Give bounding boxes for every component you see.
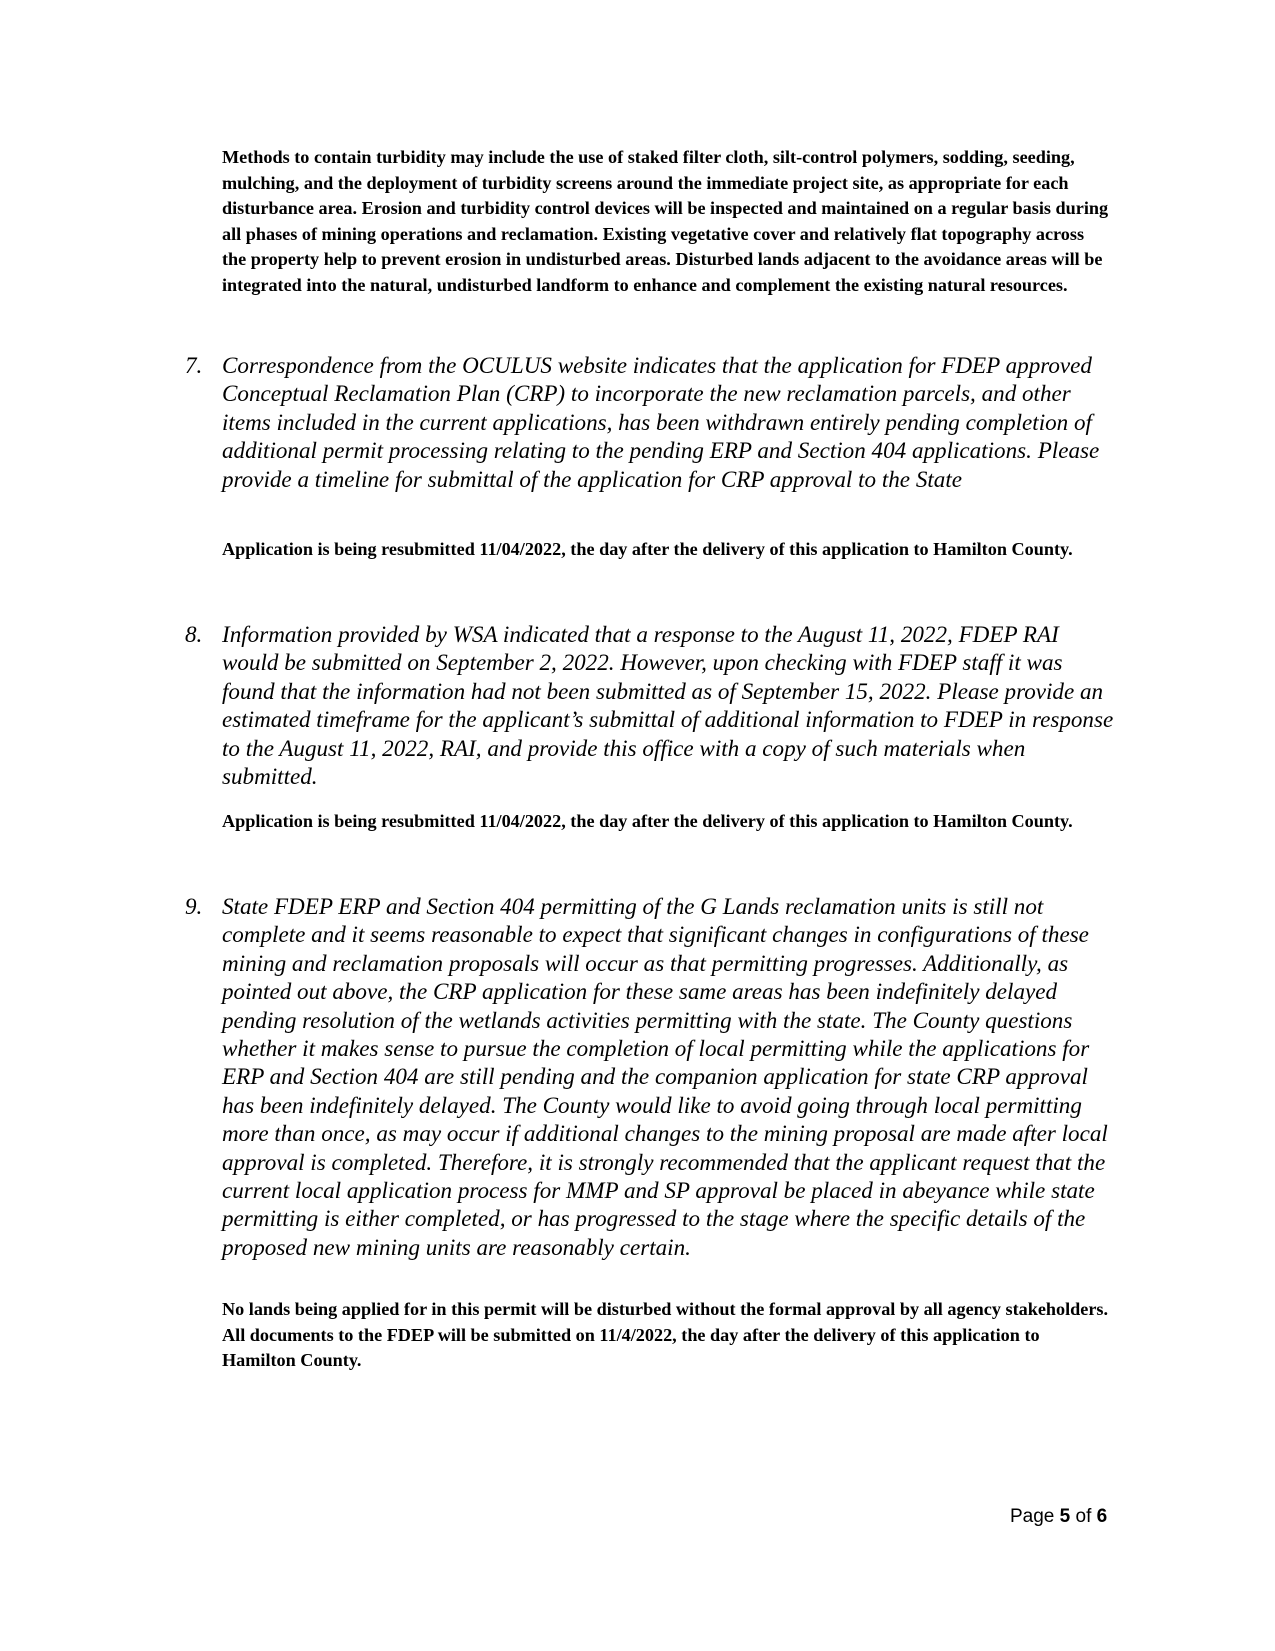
question-item-9	[185, 892, 1115, 1261]
page-word: Page	[1010, 1506, 1055, 1527]
question-text: Information provided by WSA indicated that a response to the August 11, 2022, FDEP RAI would be submitted on September 2, 2022. However, upon checking with FDEP staff it was found that the information had not been submitted as of September 15, 2022. Please provide an estimated timeframe for the applicant’s submittal of additional information to FDEP in response to the August 11, 2022, RAI, and provide this office with a copy of such materials when submitted.	[222, 621, 1114, 790]
page-number: 5	[1059, 1506, 1071, 1527]
question-text: State FDEP ERP and Section 404 permitting of the G Lands reclamation units is still not complete and it seems reasonable to expect that significant changes in configurations of these mining and reclamation proposals will occur as that permitting progresses. Additionally, as pointed out above, the CRP application for these same areas has been indefinitely delayed pending resolution of the wetlands activities permitting with the state. The County questions whether it makes sense to pursue the completion of local permitting while the applications for ERP and Section 404 are still pending and the companion application for state CRP approval has been indefinitely delayed. The County would like to avoid going through local permitting more than once, as may occur if additional changes to the mining proposal are made after local approval is completed. Therefore, it is strongly recommended that the applicant request that the current local application process for MMP and SP approval be placed in abeyance while state permitting is either completed, or has progressed to the stage where the specific details of the proposed new mining units are reasonably certain.	[222, 893, 1108, 1260]
response-text-7: Application is being resubmitted 11/04/2022, the day after the delivery of this application to Hamilton County.	[222, 539, 1073, 559]
question-text: Correspondence from the OCULUS website indicates that the application for FDEP approved Conceptual Reclamation Plan (CRP) to incorporate the new reclamation parcels, and other items included in the current applications, has been withdrawn entirely pending completion of additional permit processing relating to the pending ERP and Section 404 applications. Please provide a timeline for submittal of the application for CRP approval to the State	[222, 352, 1100, 492]
response-text-9: No lands being applied for in this permit will be disturbed without the formal approval by all agency stakeholders. All documents to the FDEP will be submitted on 11/4/2022, the day after the delivery of this application to Hamilton County.	[222, 1299, 1109, 1371]
question-item-8	[185, 620, 1115, 790]
response-text-8: Application is being resubmitted 11/04/2022, the day after the delivery of this application to Hamilton County.	[222, 811, 1073, 831]
question-number: 8.	[185, 621, 203, 647]
question-item-7	[185, 351, 1115, 493]
question-number: 7.	[185, 352, 203, 378]
page-total: 6	[1096, 1506, 1108, 1527]
of-word: of	[1075, 1506, 1092, 1527]
response-text-intro: Methods to contain turbidity may include the use of staked filter cloth, silt-control polymers, sodding, seeding, mulching, and the deployment of turbidity screens around the immediate project site, as appropriate for each disturbance area. Erosion and turbidity control devices will be inspected and maintained on a regular basis during all phases of mining operations and reclamation. Existing vegetative cover and relatively flat topography across the property help to prevent erosion in undisturbed areas. Disturbed lands adjacent to the avoidance areas will be integrated into the natural, undisturbed landform to enhance and complement the existing natural resources.	[222, 147, 1109, 295]
page-footer	[1010, 1506, 1107, 1528]
question-number: 9.	[185, 893, 203, 919]
